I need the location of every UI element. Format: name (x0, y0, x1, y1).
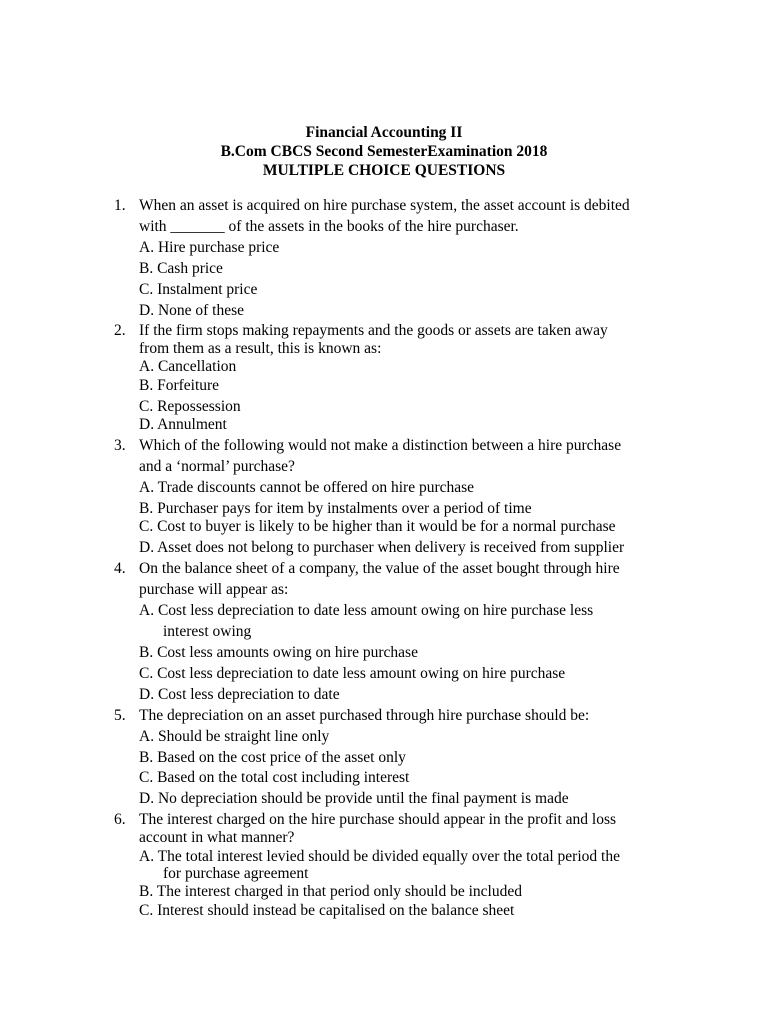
option-d: D. No depreciation should be provide until the final payment is made (139, 790, 569, 807)
option-a-continuation: for purchase agreement (163, 865, 309, 882)
option-a-continuation: interest owing (163, 623, 252, 640)
option-d: D. Asset does not belong to purchaser when delivery is received from supplier (139, 539, 625, 556)
section-heading: MULTIPLE CHOICE QUESTIONS (262, 162, 506, 179)
question-number: 2. (114, 322, 126, 339)
question-text-line: from them as a result, this is known as: (139, 340, 382, 357)
question-text-line: On the balance sheet of a company, the value of the asset bought through hire (139, 560, 620, 577)
option-c: C. Cost less depreciation to date less amount owing on hire purchase (139, 665, 566, 682)
question-text-line: The interest charged on the hire purchase should appear in the profit and loss (139, 811, 617, 828)
question-number: 4. (114, 560, 126, 577)
option-b: B. Based on the cost price of the asset only (139, 749, 406, 766)
question-text-line: with _______ of the assets in the books of the hire purchaser. (139, 218, 519, 235)
question-text-line: The depreciation on an asset purchased through hire purchase should be: (139, 707, 590, 724)
option-b: B. Purchaser pays for item by instalments over a period of time (139, 500, 532, 517)
option-a: A. Should be straight line only (139, 728, 330, 745)
question-number: 6. (114, 811, 126, 828)
exam-subtitle: B.Com CBCS Second SemesterExamination 2018 (220, 143, 548, 160)
option-c: C. Cost to buyer is likely to be higher than it would be for a normal purchase (139, 518, 616, 535)
document-header (0, 123, 768, 180)
option-d: D. Cost less depreciation to date (139, 686, 340, 703)
option-b: B. Cost less amounts owing on hire purchase (139, 644, 418, 661)
option-a: A. Cancellation (139, 358, 237, 375)
option-d: D. None of these (139, 302, 245, 319)
option-c: C. Based on the total cost including interest (139, 769, 410, 786)
option-c: C. Repossession (139, 398, 241, 415)
document-title: Financial Accounting II (305, 124, 463, 141)
option-c: C. Interest should instead be capitalised on the balance sheet (139, 902, 515, 919)
option-d: D. Annulment (139, 416, 227, 433)
question-number: 5. (114, 707, 126, 724)
option-b: B. Forfeiture (139, 377, 220, 394)
question-text-line: purchase will appear as: (139, 581, 289, 598)
option-a: A. Trade discounts cannot be offered on hire purchase (139, 479, 475, 496)
option-a: A. The total interest levied should be divided equally over the total period the (139, 848, 620, 865)
option-a: A. Hire purchase price (139, 239, 280, 256)
option-b: B. The interest charged in that period only should be included (139, 883, 522, 900)
question-number: 1. (114, 197, 126, 214)
option-b: B. Cash price (139, 260, 223, 277)
question-text-line: account in what manner? (139, 829, 295, 846)
question-text-line: and a ‘normal’ purchase? (139, 458, 295, 475)
question-text-line: When an asset is acquired on hire purchase system, the asset account is debited (139, 197, 630, 214)
question-number: 3. (114, 437, 126, 454)
question-text-line: If the firm stops making repayments and the goods or assets are taken away (139, 322, 608, 339)
question-text-line: Which of the following would not make a distinction between a hire purchase (139, 437, 622, 454)
option-a: A. Cost less depreciation to date less amount owing on hire purchase less (139, 602, 594, 619)
option-c: C. Instalment price (139, 281, 258, 298)
